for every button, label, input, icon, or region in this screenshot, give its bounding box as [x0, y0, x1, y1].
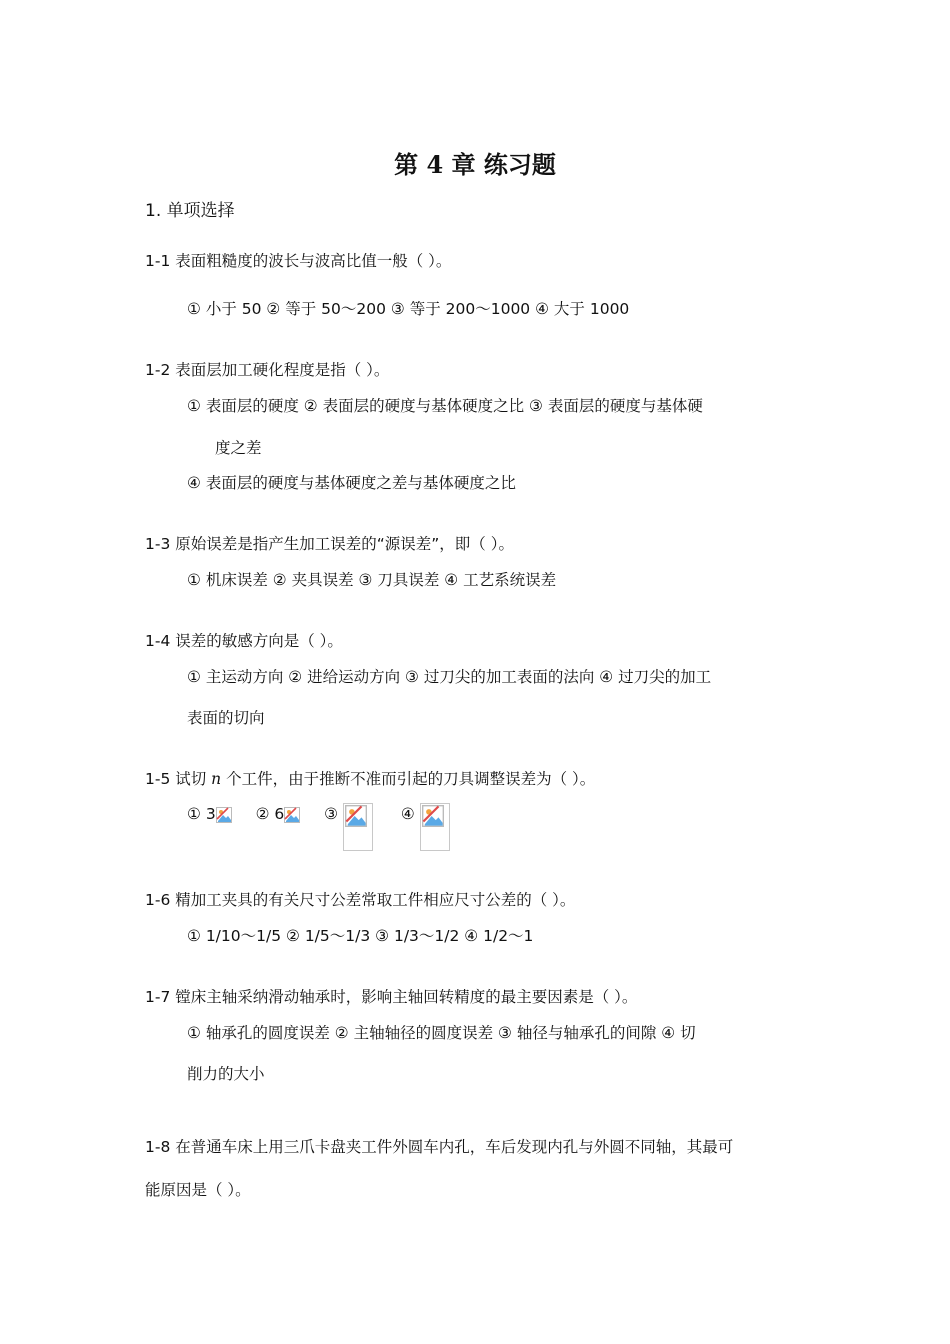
question-1-7: 1-7 镗床主轴采纳滑动轴承时，影响主轴回转精度的最主要因素是（ ）。 [145, 988, 638, 1006]
question-1-2: 1-2 表面层加工硬化程度是指（ ）。 [145, 361, 390, 379]
section-heading: 1. 单项选择 [145, 201, 235, 221]
question-1-1-options: ① 小于 50 ② 等于 50～200 ③ 等于 200～1000 ④ 大于 1000 [187, 300, 630, 318]
question-1-3-options: ① 机床误差 ② 夹具误差 ③ 刀具误差 ④ 工艺系统误差 [187, 571, 557, 589]
question-1-5-options [187, 803, 450, 853]
question-1-2-options-line2: 度之差 [215, 439, 262, 457]
option-2-label: ② 6 [255, 805, 285, 823]
broken-image-frame [420, 803, 450, 851]
question-1-4-options-line1: ① 主运动方向 ② 进给运动方向 ③ 过刀尖的加工表面的法向 ④ 过刀尖的加工 [187, 668, 712, 686]
question-1-4: 1-4 误差的敏感方向是（ ）。 [145, 632, 343, 650]
question-1-2-options-line1: ① 表面层的硬度 ② 表面层的硬度与基体硬度之比 ③ 表面层的硬度与基体硬 [187, 397, 703, 415]
chapter-title: 第 4 章 练习题 [394, 150, 556, 179]
question-1-7-options-line2: 削力的大小 [187, 1065, 265, 1083]
option-3-label: ③ [324, 805, 339, 823]
question-1-5-text-before: 1-5 试切 [145, 770, 212, 788]
question-1-3: 1-3 原始误差是指产生加工误差的“源误差”，即（ ）。 [145, 535, 514, 553]
question-1-2-options-line3: ④ 表面层的硬度与基体硬度之差与基体硬度之比 [187, 474, 516, 492]
question-1-8-line1: 1-8 在普通车床上用三爪卡盘夹工件外圆车内孔，车后发现内孔与外圆不同轴，其最可 [145, 1138, 734, 1156]
broken-image-icon [422, 805, 438, 821]
question-1-1: 1-1 表面粗糙度的波长与波高比值一般（ ）。 [145, 252, 452, 270]
question-1-6: 1-6 精加工夹具的有关尺寸公差常取工件相应尺寸公差的（ ）。 [145, 891, 576, 909]
variable-n: n [211, 770, 222, 788]
option-4-label: ④ [400, 805, 415, 823]
question-1-8-line2: 能原因是（ ）。 [145, 1181, 251, 1199]
broken-image-icon [284, 807, 300, 823]
question-1-4-options-line2: 表面的切向 [187, 709, 265, 727]
broken-image-icon [345, 805, 361, 821]
question-1-6-options: ① 1/10～1/5 ② 1/5～1/3 ③ 1/3～1/2 ④ 1/2～1 [187, 927, 534, 945]
broken-image-icon [216, 807, 232, 823]
broken-image-frame [343, 803, 373, 851]
question-1-7-options-line1: ① 轴承孔的圆度误差 ② 主轴轴径的圆度误差 ③ 轴径与轴承孔的间隙 ④ 切 [187, 1024, 696, 1042]
question-1-5-text-after: 个工件，由于推断不准而引起的刀具调整误差为（ ）。 [221, 770, 596, 788]
option-1-label: ① 3 [187, 805, 216, 823]
question-1-5 [145, 768, 595, 790]
